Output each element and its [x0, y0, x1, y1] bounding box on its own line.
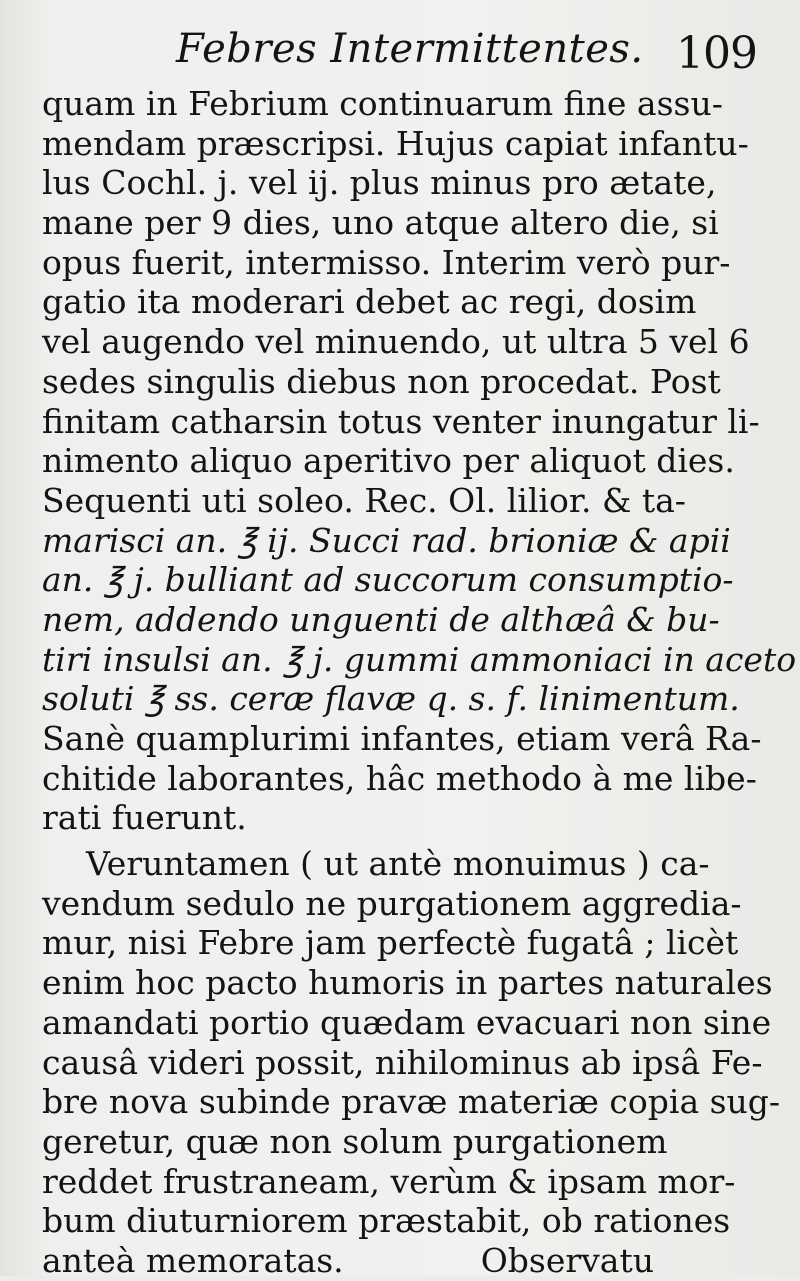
- text-line: vel augendo vel minuendo, ut ultra 5 vel 6: [42, 322, 750, 362]
- page-number: 109: [676, 28, 757, 79]
- text-line: causâ videri possit, nihilominus ab ipsâ Fe-: [42, 1042, 763, 1082]
- text-line: amandati portio quædam evacuari non sine: [42, 1002, 772, 1042]
- text-line: chitide laborantes, hâc methodo à me libe-: [42, 758, 757, 798]
- text-line: enim hoc pacto humoris in partes naturales: [42, 963, 773, 1003]
- recipe-line: tiri insulsi an. ℥ j. gummi ammoniaci in aceto: [42, 639, 797, 679]
- text-line: mane per 9 dies, uno atque altero die, si: [42, 203, 719, 243]
- text-line: sedes singulis diebus non procedat. Post: [42, 361, 721, 401]
- text-line: vendum sedulo ne purgationem aggredia-: [42, 883, 742, 923]
- text-line: rati fuerunt.: [42, 798, 247, 838]
- text-line: lus Cochl. j. vel ij. plus minus pro ætate,: [42, 163, 717, 203]
- recipe-line: soluti ℥ ss. ceræ flavæ q. s. f. linimentum.: [42, 679, 740, 719]
- text-line: Veruntamen ( ut antè monuimus ) ca-: [86, 844, 710, 884]
- text-line: bum diuturniorem præstabit, ob rationes: [42, 1201, 731, 1241]
- recipe-line: marisci an. ℥ ij. Succi rad. brioniæ & apii: [42, 520, 731, 560]
- text-line: Sequenti uti soleo. Rec. Ol. lilior. & ta-: [42, 480, 686, 520]
- text-line: bre nova subinde pravæ materiæ copia sug-: [42, 1082, 781, 1122]
- text-line: mendam præscripsi. Hujus capiat infantu-: [42, 123, 749, 163]
- text-line: reddet frustraneam, verùm & ipsam mor-: [42, 1161, 736, 1201]
- running-title: Febres Intermittentes.: [176, 26, 644, 72]
- text-line: opus fuerit, intermisso. Interim verò pur-: [42, 242, 731, 282]
- text-line: gatio ita moderari debet ac regi, dosim: [42, 282, 697, 322]
- running-head: [0, 22, 800, 82]
- recipe-line: nem, addendo unguenti de althæâ & bu-: [42, 599, 720, 639]
- text-line: anteà memoratas.: [42, 1240, 344, 1280]
- recipe-line: an. ℥ j. bulliant ad succorum consumptio-: [42, 560, 734, 600]
- text-line: nimento aliquo aperitivo per aliquot dies.: [42, 441, 735, 481]
- text-line: Sanè quamplurimi infantes, etiam verâ Ra-: [42, 719, 762, 758]
- body-text: [42, 84, 797, 1281]
- catchword: Observatu: [480, 1240, 654, 1280]
- text-line: finitam catharsin totus venter inungatur li-: [42, 401, 760, 441]
- text-line: mur, nisi Febre jam perfectè fugatâ ; licèt: [42, 923, 739, 963]
- text-line: quam in Febrium continuarum fine assu-: [42, 84, 723, 123]
- text-line: geretur, quæ non solum purgationem: [42, 1121, 668, 1161]
